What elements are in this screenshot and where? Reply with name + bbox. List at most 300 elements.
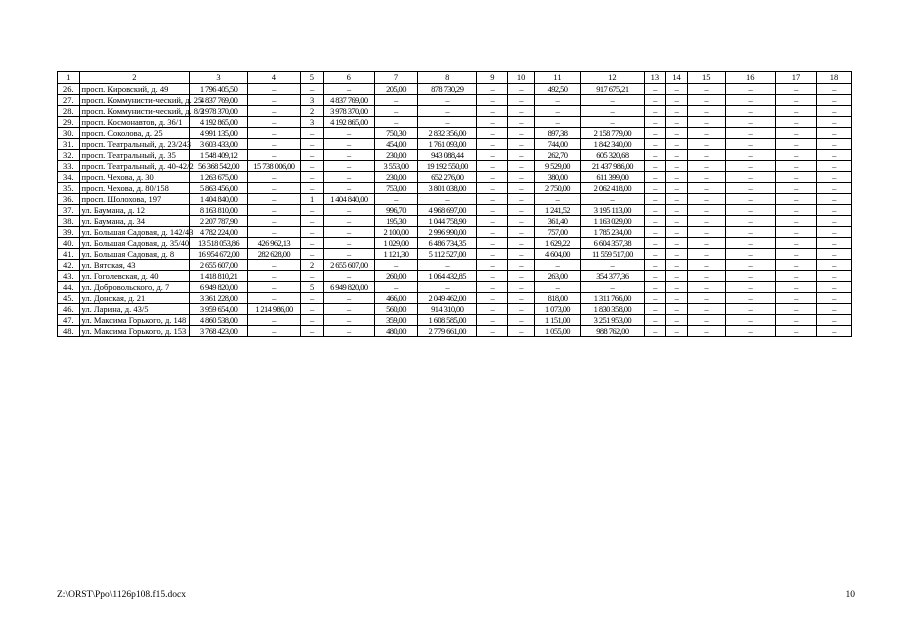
data-table bbox=[57, 71, 852, 337]
value-cell: 1 029,00 bbox=[374, 238, 417, 249]
row-number-cell: 36. bbox=[58, 194, 80, 205]
address-cell: ул. Максима Горького, д. 153 bbox=[79, 326, 190, 337]
value-cell: – bbox=[534, 106, 580, 117]
value-cell: 878 730,29 bbox=[418, 84, 477, 95]
row-number-cell: 33. bbox=[58, 161, 80, 172]
value-cell: – bbox=[666, 128, 688, 139]
value-cell: 262,70 bbox=[534, 150, 580, 161]
value-cell: – bbox=[247, 194, 300, 205]
value-cell: – bbox=[247, 260, 300, 271]
value-cell: 1 842 340,00 bbox=[581, 139, 645, 150]
address-cell: ул. Максима Горького, д. 148 bbox=[79, 315, 190, 326]
value-cell: – bbox=[477, 95, 508, 106]
table-row bbox=[58, 150, 852, 161]
value-cell: – bbox=[477, 139, 508, 150]
value-cell: – bbox=[247, 117, 300, 128]
value-cell: 4 782 224,00 bbox=[190, 227, 247, 238]
value-cell: 1 404 840,00 bbox=[323, 194, 374, 205]
value-cell: – bbox=[374, 95, 417, 106]
value-cell: 943 088,44 bbox=[418, 150, 477, 161]
value-cell: – bbox=[725, 326, 775, 337]
value-cell: – bbox=[247, 128, 300, 139]
value-cell: 8 163 810,00 bbox=[190, 205, 247, 216]
value-cell: – bbox=[725, 293, 775, 304]
value-cell: – bbox=[247, 282, 300, 293]
value-cell: – bbox=[644, 227, 666, 238]
value-cell: – bbox=[816, 117, 851, 128]
value-cell: – bbox=[816, 260, 851, 271]
value-cell: 359,00 bbox=[374, 315, 417, 326]
address-cell: просп. Кировский, д. 49 bbox=[79, 84, 190, 95]
value-cell: 15 738 006,00 bbox=[247, 161, 300, 172]
value-cell: – bbox=[323, 150, 374, 161]
value-cell: – bbox=[301, 315, 324, 326]
value-cell: – bbox=[508, 282, 535, 293]
value-cell: 5 bbox=[301, 282, 324, 293]
value-cell: – bbox=[687, 84, 725, 95]
value-cell: – bbox=[687, 150, 725, 161]
value-cell: – bbox=[775, 139, 816, 150]
value-cell: – bbox=[666, 139, 688, 150]
address-cell: ул. Ларина, д. 43/5 bbox=[79, 304, 190, 315]
column-header-7: 7 bbox=[374, 72, 417, 84]
value-cell: – bbox=[477, 293, 508, 304]
value-cell: – bbox=[477, 205, 508, 216]
value-cell: 1 263 675,00 bbox=[190, 172, 247, 183]
table-row bbox=[58, 326, 852, 337]
address-cell: просп. Космонавтов, д. 36/1 bbox=[79, 117, 190, 128]
value-cell: 492,50 bbox=[534, 84, 580, 95]
value-cell: – bbox=[687, 183, 725, 194]
value-cell: – bbox=[534, 95, 580, 106]
value-cell: 19 192 550,00 bbox=[418, 161, 477, 172]
value-cell: – bbox=[687, 271, 725, 282]
value-cell: 1 241,52 bbox=[534, 205, 580, 216]
value-cell: 195,30 bbox=[374, 216, 417, 227]
value-cell: – bbox=[323, 139, 374, 150]
value-cell: – bbox=[247, 271, 300, 282]
value-cell: – bbox=[644, 117, 666, 128]
value-cell: – bbox=[581, 282, 645, 293]
value-cell: 1 796 405,50 bbox=[190, 84, 247, 95]
value-cell: – bbox=[816, 194, 851, 205]
value-cell: – bbox=[775, 227, 816, 238]
value-cell: – bbox=[477, 238, 508, 249]
row-number-cell: 38. bbox=[58, 216, 80, 227]
value-cell: – bbox=[644, 216, 666, 227]
value-cell: – bbox=[725, 304, 775, 315]
value-cell: – bbox=[323, 271, 374, 282]
value-cell: – bbox=[247, 106, 300, 117]
table-row bbox=[58, 249, 852, 260]
address-cell: просп. Соколова, д. 25 bbox=[79, 128, 190, 139]
value-cell: – bbox=[323, 315, 374, 326]
value-cell: – bbox=[666, 326, 688, 337]
value-cell: – bbox=[687, 95, 725, 106]
value-cell: – bbox=[816, 238, 851, 249]
value-cell: 13 518 053,86 bbox=[190, 238, 247, 249]
address-cell: ул. Гоголевская, д. 40 bbox=[79, 271, 190, 282]
value-cell: – bbox=[508, 227, 535, 238]
value-cell: 1 055,00 bbox=[534, 326, 580, 337]
value-cell: – bbox=[666, 106, 688, 117]
column-header-6: 6 bbox=[323, 72, 374, 84]
value-cell: 354 377,36 bbox=[581, 271, 645, 282]
value-cell: – bbox=[666, 172, 688, 183]
value-cell: 1 311 766,00 bbox=[581, 293, 645, 304]
table-row bbox=[58, 227, 852, 238]
value-cell: – bbox=[816, 282, 851, 293]
value-cell: 6 604 357,38 bbox=[581, 238, 645, 249]
value-cell: 1 629,22 bbox=[534, 238, 580, 249]
column-header-10: 10 bbox=[508, 72, 535, 84]
value-cell: 4 192 865,00 bbox=[323, 117, 374, 128]
value-cell: – bbox=[725, 139, 775, 150]
address-cell: ул. Большая Садовая, д. 8 bbox=[79, 249, 190, 260]
value-cell: 1 bbox=[301, 194, 324, 205]
value-cell: 282 628,00 bbox=[247, 249, 300, 260]
value-cell: – bbox=[725, 260, 775, 271]
value-cell: 6 486 734,35 bbox=[418, 238, 477, 249]
value-cell: – bbox=[323, 216, 374, 227]
value-cell: – bbox=[508, 238, 535, 249]
table-row bbox=[58, 238, 852, 249]
value-cell: 2 655 607,00 bbox=[190, 260, 247, 271]
value-cell: – bbox=[477, 150, 508, 161]
value-cell: 1 064 432,85 bbox=[418, 271, 477, 282]
table-row bbox=[58, 183, 852, 194]
value-cell: – bbox=[323, 227, 374, 238]
value-cell: – bbox=[247, 293, 300, 304]
value-cell: – bbox=[477, 315, 508, 326]
value-cell: – bbox=[775, 150, 816, 161]
value-cell: – bbox=[477, 260, 508, 271]
value-cell: – bbox=[534, 282, 580, 293]
value-cell: – bbox=[666, 117, 688, 128]
value-cell: – bbox=[725, 161, 775, 172]
value-cell: – bbox=[301, 150, 324, 161]
value-cell: – bbox=[581, 106, 645, 117]
value-cell: – bbox=[508, 249, 535, 260]
value-cell: – bbox=[687, 238, 725, 249]
table-body bbox=[58, 84, 852, 337]
value-cell: – bbox=[323, 128, 374, 139]
footer-page-number: 10 bbox=[845, 590, 855, 600]
value-cell: – bbox=[301, 238, 324, 249]
footer-file-path: Z:\ORST\Ppo\1126p108.f15.docx bbox=[57, 590, 186, 600]
table-row bbox=[58, 106, 852, 117]
value-cell: – bbox=[725, 106, 775, 117]
value-cell: – bbox=[247, 315, 300, 326]
value-cell: – bbox=[725, 315, 775, 326]
value-cell: – bbox=[644, 183, 666, 194]
value-cell: 4 604,00 bbox=[534, 249, 580, 260]
row-number-cell: 40. bbox=[58, 238, 80, 249]
value-cell: 11 559 517,00 bbox=[581, 249, 645, 260]
value-cell: – bbox=[644, 260, 666, 271]
value-cell: – bbox=[323, 326, 374, 337]
value-cell: – bbox=[477, 249, 508, 260]
value-cell: – bbox=[301, 172, 324, 183]
value-cell: – bbox=[374, 106, 417, 117]
value-cell: – bbox=[816, 205, 851, 216]
value-cell: – bbox=[301, 216, 324, 227]
value-cell: – bbox=[508, 194, 535, 205]
value-cell: – bbox=[477, 172, 508, 183]
address-cell: ул. Вятская, 43 bbox=[79, 260, 190, 271]
value-cell: – bbox=[644, 238, 666, 249]
value-cell: – bbox=[775, 205, 816, 216]
value-cell: – bbox=[418, 95, 477, 106]
value-cell: – bbox=[477, 216, 508, 227]
value-cell: – bbox=[687, 216, 725, 227]
column-header-12: 12 bbox=[581, 72, 645, 84]
value-cell: 3 801 038,00 bbox=[418, 183, 477, 194]
value-cell: 230,00 bbox=[374, 172, 417, 183]
value-cell: – bbox=[301, 139, 324, 150]
value-cell: – bbox=[534, 260, 580, 271]
address-cell: ул. Большая Садовая, д. 35/40 bbox=[79, 238, 190, 249]
value-cell: – bbox=[418, 282, 477, 293]
value-cell: – bbox=[323, 172, 374, 183]
value-cell: 1 163 029,00 bbox=[581, 216, 645, 227]
value-cell: – bbox=[725, 216, 775, 227]
value-cell: – bbox=[687, 194, 725, 205]
row-number-cell: 35. bbox=[58, 183, 80, 194]
value-cell: 6 949 820,00 bbox=[190, 282, 247, 293]
value-cell: 2 bbox=[301, 260, 324, 271]
value-cell: 757,00 bbox=[534, 227, 580, 238]
value-cell: – bbox=[644, 315, 666, 326]
value-cell: 1 761 093,00 bbox=[418, 139, 477, 150]
value-cell: – bbox=[477, 117, 508, 128]
value-cell: – bbox=[374, 117, 417, 128]
value-cell: – bbox=[477, 84, 508, 95]
value-cell: 454,00 bbox=[374, 139, 417, 150]
value-cell: – bbox=[687, 260, 725, 271]
value-cell: – bbox=[323, 205, 374, 216]
value-cell: – bbox=[687, 304, 725, 315]
value-cell: – bbox=[247, 326, 300, 337]
row-number-cell: 32. bbox=[58, 150, 80, 161]
table-row bbox=[58, 172, 852, 183]
value-cell: 1 151,00 bbox=[534, 315, 580, 326]
value-cell: 230,00 bbox=[374, 150, 417, 161]
value-cell: – bbox=[581, 260, 645, 271]
value-cell: – bbox=[725, 194, 775, 205]
value-cell: – bbox=[247, 84, 300, 95]
value-cell: 3 bbox=[301, 117, 324, 128]
table-row bbox=[58, 304, 852, 315]
value-cell: 263,00 bbox=[534, 271, 580, 282]
address-cell: просп. Театральный, д. 35 bbox=[79, 150, 190, 161]
value-cell: – bbox=[775, 84, 816, 95]
value-cell: 2 832 356,00 bbox=[418, 128, 477, 139]
address-cell: просп. Театральный, д. 40-42/2 bbox=[79, 161, 190, 172]
value-cell: – bbox=[687, 128, 725, 139]
value-cell: – bbox=[775, 117, 816, 128]
value-cell: 2 996 990,00 bbox=[418, 227, 477, 238]
value-cell: – bbox=[301, 304, 324, 315]
value-cell: 897,38 bbox=[534, 128, 580, 139]
value-cell: – bbox=[687, 282, 725, 293]
row-number-cell: 45. bbox=[58, 293, 80, 304]
value-cell: 205,00 bbox=[374, 84, 417, 95]
value-cell: – bbox=[301, 249, 324, 260]
value-cell: – bbox=[477, 282, 508, 293]
value-cell: – bbox=[247, 172, 300, 183]
value-cell: 3 978 370,00 bbox=[323, 106, 374, 117]
value-cell: 1 044 758,90 bbox=[418, 216, 477, 227]
value-cell: – bbox=[247, 205, 300, 216]
value-cell: 56 368 542,00 bbox=[190, 161, 247, 172]
value-cell: – bbox=[644, 205, 666, 216]
value-cell: 466,00 bbox=[374, 293, 417, 304]
value-cell: – bbox=[508, 260, 535, 271]
address-cell: просп. Чехова, д. 80/158 bbox=[79, 183, 190, 194]
value-cell: 4 837 769,00 bbox=[323, 95, 374, 106]
value-cell: – bbox=[775, 282, 816, 293]
value-cell: – bbox=[644, 128, 666, 139]
row-number-cell: 41. bbox=[58, 249, 80, 260]
value-cell: 4 860 538,00 bbox=[190, 315, 247, 326]
value-cell: – bbox=[247, 139, 300, 150]
value-cell: 988 762,00 bbox=[581, 326, 645, 337]
value-cell: 996,70 bbox=[374, 205, 417, 216]
address-cell: просп. Шолохова, 197 bbox=[79, 194, 190, 205]
row-number-cell: 30. bbox=[58, 128, 80, 139]
value-cell: – bbox=[508, 150, 535, 161]
value-cell: – bbox=[775, 172, 816, 183]
value-cell: – bbox=[816, 304, 851, 315]
value-cell: 3 361 228,00 bbox=[190, 293, 247, 304]
value-cell: 750,30 bbox=[374, 128, 417, 139]
value-cell: 1 548 409,12 bbox=[190, 150, 247, 161]
value-cell: – bbox=[477, 304, 508, 315]
value-cell: – bbox=[775, 271, 816, 282]
value-cell: 4 837 769,00 bbox=[190, 95, 247, 106]
value-cell: 3 251 953,00 bbox=[581, 315, 645, 326]
value-cell: – bbox=[508, 106, 535, 117]
value-cell: 3 603 433,00 bbox=[190, 139, 247, 150]
column-header-17: 17 bbox=[775, 72, 816, 84]
value-cell: – bbox=[687, 161, 725, 172]
value-cell: – bbox=[775, 216, 816, 227]
value-cell: – bbox=[477, 194, 508, 205]
value-cell: – bbox=[666, 260, 688, 271]
value-cell: – bbox=[477, 326, 508, 337]
value-cell: – bbox=[687, 172, 725, 183]
address-cell: ул. Донская, д. 21 bbox=[79, 293, 190, 304]
value-cell: – bbox=[687, 227, 725, 238]
value-cell: – bbox=[725, 95, 775, 106]
value-cell: – bbox=[725, 249, 775, 260]
value-cell: – bbox=[816, 84, 851, 95]
value-cell: 611 399,00 bbox=[581, 172, 645, 183]
value-cell: – bbox=[477, 271, 508, 282]
value-cell: 4 192 865,00 bbox=[190, 117, 247, 128]
column-header-15: 15 bbox=[687, 72, 725, 84]
value-cell: 4 991 135,00 bbox=[190, 128, 247, 139]
value-cell: – bbox=[816, 95, 851, 106]
value-cell: – bbox=[581, 194, 645, 205]
row-number-cell: 47. bbox=[58, 315, 80, 326]
value-cell: – bbox=[644, 282, 666, 293]
value-cell: – bbox=[301, 227, 324, 238]
row-number-cell: 42. bbox=[58, 260, 80, 271]
value-cell: – bbox=[816, 161, 851, 172]
value-cell: – bbox=[644, 106, 666, 117]
column-header-18: 18 bbox=[816, 72, 851, 84]
value-cell: – bbox=[508, 326, 535, 337]
value-cell: – bbox=[477, 128, 508, 139]
value-cell: – bbox=[816, 315, 851, 326]
value-cell: – bbox=[816, 293, 851, 304]
value-cell: – bbox=[687, 315, 725, 326]
table-row bbox=[58, 84, 852, 95]
value-cell: 2 750,00 bbox=[534, 183, 580, 194]
value-cell: 5 112 527,00 bbox=[418, 249, 477, 260]
value-cell: 3 959 654,00 bbox=[190, 304, 247, 315]
value-cell: – bbox=[687, 117, 725, 128]
value-cell: – bbox=[323, 183, 374, 194]
value-cell: – bbox=[323, 304, 374, 315]
value-cell: – bbox=[477, 227, 508, 238]
value-cell: – bbox=[508, 139, 535, 150]
value-cell: – bbox=[508, 315, 535, 326]
value-cell: – bbox=[323, 249, 374, 260]
column-header-4: 4 bbox=[247, 72, 300, 84]
table-row bbox=[58, 194, 852, 205]
value-cell: – bbox=[816, 183, 851, 194]
value-cell: – bbox=[775, 304, 816, 315]
value-cell: 426 962,13 bbox=[247, 238, 300, 249]
value-cell: – bbox=[374, 194, 417, 205]
value-cell: – bbox=[374, 282, 417, 293]
value-cell: – bbox=[666, 249, 688, 260]
value-cell: – bbox=[508, 128, 535, 139]
value-cell: – bbox=[644, 293, 666, 304]
value-cell: 744,00 bbox=[534, 139, 580, 150]
value-cell: 753,00 bbox=[374, 183, 417, 194]
value-cell: – bbox=[301, 271, 324, 282]
value-cell: – bbox=[301, 84, 324, 95]
value-cell: 1 785 234,00 bbox=[581, 227, 645, 238]
value-cell: – bbox=[775, 326, 816, 337]
value-cell: 652 276,00 bbox=[418, 172, 477, 183]
value-cell: – bbox=[644, 271, 666, 282]
value-cell: 260,00 bbox=[374, 271, 417, 282]
row-number-cell: 29. bbox=[58, 117, 80, 128]
value-cell: – bbox=[816, 106, 851, 117]
value-cell: – bbox=[775, 260, 816, 271]
value-cell: – bbox=[816, 150, 851, 161]
row-number-cell: 26. bbox=[58, 84, 80, 95]
row-number-cell: 44. bbox=[58, 282, 80, 293]
value-cell: 21 437 986,00 bbox=[581, 161, 645, 172]
value-cell: – bbox=[666, 194, 688, 205]
value-cell: 6 949 820,00 bbox=[323, 282, 374, 293]
column-header-9: 9 bbox=[477, 72, 508, 84]
value-cell: – bbox=[477, 161, 508, 172]
value-cell: – bbox=[644, 150, 666, 161]
table-row bbox=[58, 216, 852, 227]
address-cell: ул. Баумана, д. 12 bbox=[79, 205, 190, 216]
value-cell: 2 062 418,00 bbox=[581, 183, 645, 194]
value-cell: – bbox=[666, 238, 688, 249]
value-cell: 2 207 787,90 bbox=[190, 216, 247, 227]
row-number-cell: 34. bbox=[58, 172, 80, 183]
